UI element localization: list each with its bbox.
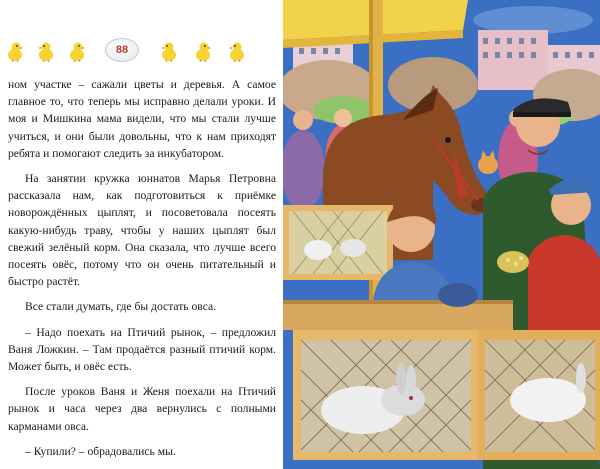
book-illustration [283, 0, 600, 469]
chick-icon [160, 40, 178, 62]
paragraph: ном участке – сажали цветы и деревья. А самое главное то, что теперь мы исправно делали уроки. И моя и Мишкина мама видели, что мы стали лучше учиться, и они были довольны, что к нам приходят ребята и помогают следить за инкубатором. [8, 78, 276, 160]
sack [438, 283, 478, 307]
rabbit-crate [293, 330, 478, 460]
oats-pouch [497, 251, 529, 273]
cage-top [283, 205, 393, 280]
chick-icon [228, 40, 246, 62]
chick-icon [194, 40, 212, 62]
chick-icon [68, 40, 86, 62]
body-text [8, 76, 276, 460]
rabbit-crate-right [478, 330, 600, 460]
paragraph: – Купили? – обрадовались мы. [25, 444, 176, 458]
chick-icon [37, 40, 55, 62]
page-header [0, 38, 283, 68]
paragraph: На занятии кружка юннатов Марья Петровна рассказала нам, как подготовиться к приёмке новорождённых цыплят, и посоветовала посеять какую-нибудь траву, чтобы у наших цыплят был свежий зелёный корм. Она сказала, что лучше всего посеять овёс, потому что он очень питательный и быстро растёт. [8, 172, 276, 289]
page-number-egg: 88 [105, 38, 139, 62]
paragraph: Все стали думать, где бы достать овса. [25, 300, 217, 314]
bird-market-illustration [283, 0, 600, 469]
paragraph: – Надо поехать на Птичий рынок, – предложил Ваня Ложкин. – Там продаётся разный птичий корм. Может быть, и овёс есть. [8, 325, 276, 374]
book-page-left [0, 0, 283, 469]
chick-icon [6, 40, 24, 62]
paragraph: После уроков Ваня и Женя поехали на Птичий рынок и часа через два вернулись с полными карманами овса. [8, 385, 276, 433]
market-table [283, 300, 513, 330]
